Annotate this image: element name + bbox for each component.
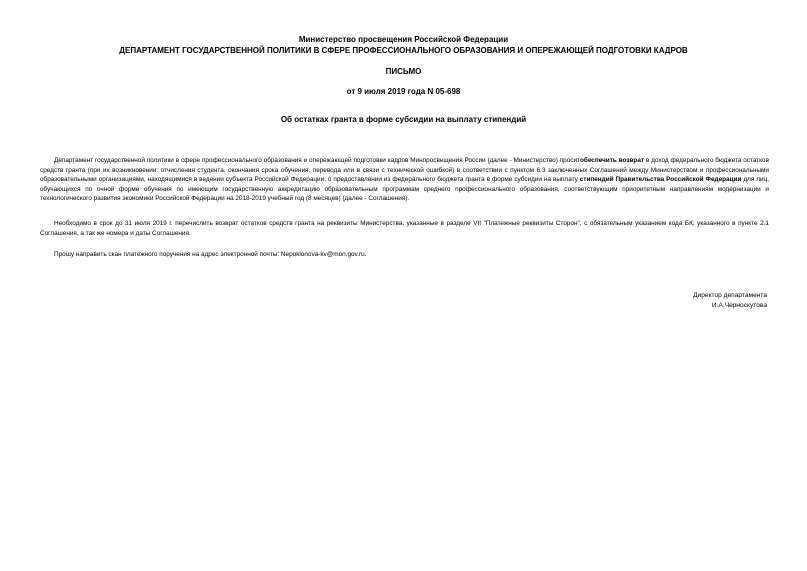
signatory-name: И.А.Черноскутова xyxy=(711,302,767,309)
paragraph-2 xyxy=(40,219,769,238)
paragraph-3 xyxy=(40,250,769,260)
paragraph-1-text-b: в доход федерального бюджета остатков средств гранта (при их возникновении: отчисления студента, окончания срока обучения, перевода или в связи с технической ошибкой) в соответствии с пунктом 6.3 заключенных Соглашений между Министерством и профессиональными образовательными организациями, находящимися в ведении субъекта Российской Федерации, о предоставлении из федерального бюджета гранта в форме субсидии на выплату xyxy=(40,157,770,183)
department-name: ДЕПАРТАМЕНТ ГОСУДАРСТВЕННОЙ ПОЛИТИКИ В СФЕРЕ ПРОФЕССИОНАЛЬНОГО ОБРАЗОВАНИЯ И ОПЕРЕЖАЮЩЕЙ ПОДГОТОВКИ КАДРОВ xyxy=(119,46,688,55)
paragraph-1-text-a: Департамент государственной политики в сфере профессионального образования и опережающей подготовки кадров Минпросвещения России (далее - Министерство) просит xyxy=(54,157,580,164)
document-date: от 9 июля 2019 года N 05-698 xyxy=(346,87,461,96)
signature-block xyxy=(693,291,767,311)
paragraph-1-bold-1: обеспечить возврат xyxy=(579,157,645,164)
paragraph-1 xyxy=(40,156,769,204)
document-type: ПИСЬМО xyxy=(385,67,422,76)
signatory-position: Директор департамента xyxy=(693,292,767,299)
paragraph-1-text-c: для лиц, обучающихся по очной форме обучения по имеющим государственную аккредитацию образовательным программам среднего профессионального образования, соответствующим приоритетным направлениям модернизации и технологического развития экономики Российской Федерации на 2018-2019 учебный год (8 месяцев) (далее - Соглашения). xyxy=(40,176,769,202)
paragraph-1-bold-2: стипендий Правительства Российской Федерации xyxy=(579,176,742,183)
paragraph-2-text: Необходимо в срок до 31 июля 2019 г. перечислить возврат остатков средств гранта на реквизиты Министерства, указанные в разделе VII "Платежные реквизиты Сторон", с обязательным указанием кода БК, указанного в пункте 2.1 Соглашения, а так же номера и даты Соглашения. xyxy=(40,220,769,237)
ministry-name: Министерство просвещения Российской Федерации xyxy=(298,35,509,44)
document-subject: Об остатках гранта в форме субсидии на выплату стипендий xyxy=(280,115,527,124)
paragraph-3-text: Прошу направить скан платежного поручения на адрес электронной почты: Nepoklonova-kv@mon.gov.ru. xyxy=(54,251,367,258)
